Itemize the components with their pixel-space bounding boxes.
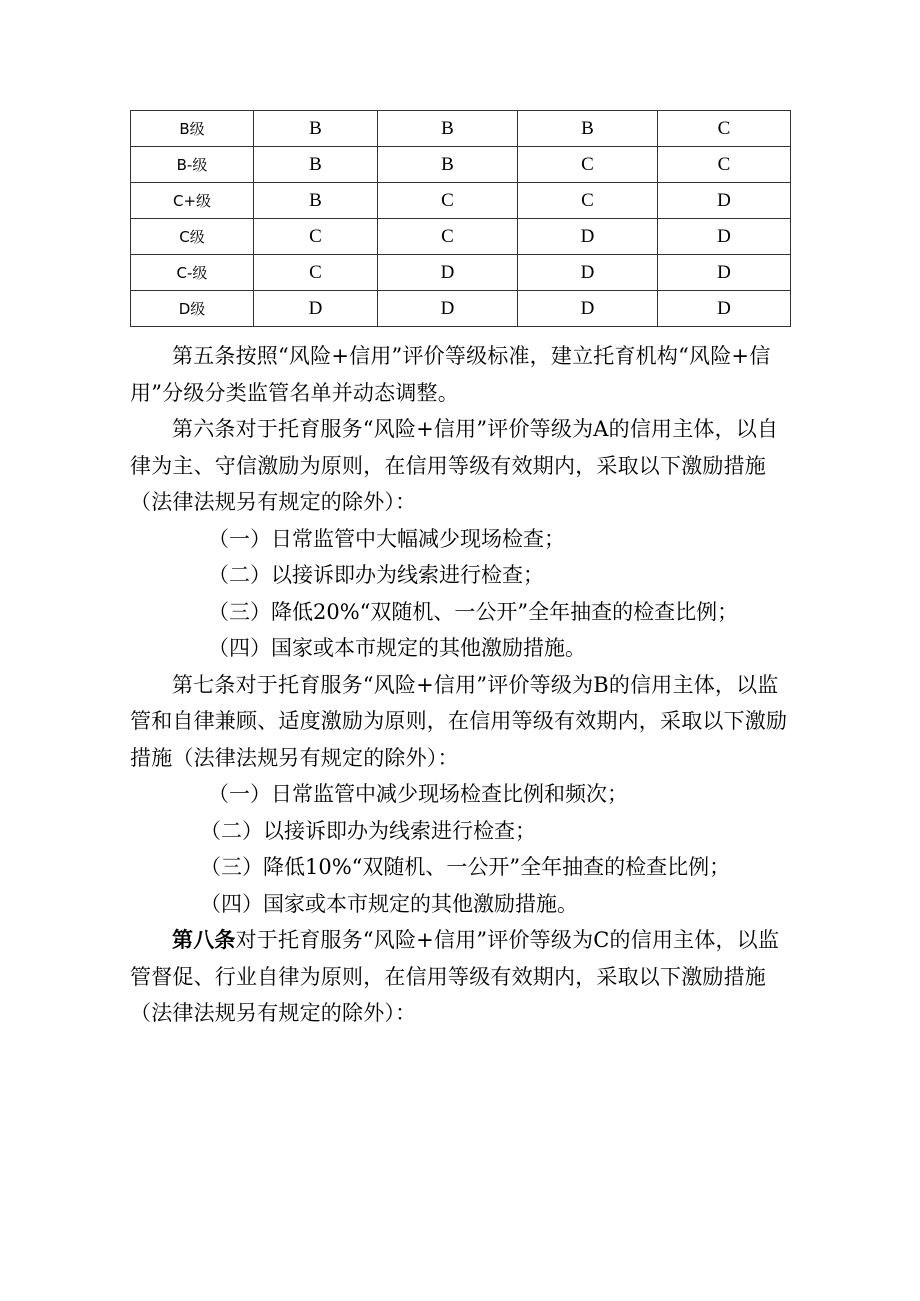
article-5-paragraph: 第五条按照“风险+信用”评价等级标准，建立托育机构“风险+信用”分级分类监管名单并动态调整。 <box>130 344 771 405</box>
table-cell: D <box>378 255 518 291</box>
table-cell: D <box>658 291 791 327</box>
document-body <box>130 338 796 1032</box>
table-cell: C <box>518 183 658 219</box>
table-cell: C <box>254 255 378 291</box>
table-cell: C <box>658 147 791 183</box>
article-7-item-2: （二）以接诉即办为线索进行检查； <box>200 818 536 843</box>
grade-level-cell: C+级 <box>131 183 254 219</box>
table-row <box>131 219 791 255</box>
article-6-item-2: （二）以接诉即办为线索进行检查； <box>208 563 544 587</box>
article-7-paragraph: 第七条对于托育服务“风险+信用”评价等级为B的信用主体，以监管和自律兼顾、适度激励为原则，在信用等级有效期内，采取以下激励措施（法律法规另有规定的除外）： <box>130 672 788 770</box>
table-cell: C <box>518 147 658 183</box>
grade-level-cell: C级 <box>131 219 254 255</box>
table-cell: D <box>254 291 378 327</box>
grade-level-cell: B-级 <box>131 147 254 183</box>
article-6-item-3: （三）降低20%“双随机、一公开”全年抽查的检查比例； <box>208 599 739 624</box>
article-6-item-4: （四）国家或本市规定的其他激励措施。 <box>208 636 586 660</box>
table-cell: B <box>378 147 518 183</box>
table-row <box>131 147 791 183</box>
table-cell: B <box>254 111 378 147</box>
table-cell: D <box>518 291 658 327</box>
table-cell: D <box>518 255 658 291</box>
table-row <box>131 111 791 147</box>
table-cell: D <box>658 183 791 219</box>
article-8-heading: 第八条 <box>172 928 236 952</box>
table-cell: B <box>518 111 658 147</box>
article-7-item-3: （三）降低10%“双随机、一公开”全年抽查的检查比例； <box>200 855 731 879</box>
table-cell: C <box>378 183 518 219</box>
grade-level-cell: B级 <box>131 111 254 147</box>
article-8-text: 对于托育服务“风险+信用”评价等级为C的信用主体，以监管督促、行业自律为原则，在信用等级有效期内，采取以下激励措施（法律法规另有规定的除外）： <box>130 928 780 1025</box>
table-row <box>131 255 791 291</box>
table-cell: C <box>378 219 518 255</box>
table-cell: D <box>658 219 791 255</box>
grade-table <box>130 110 791 327</box>
table-cell: B <box>378 111 518 147</box>
table-cell: B <box>254 183 378 219</box>
table-cell: D <box>378 291 518 327</box>
table-row <box>131 183 791 219</box>
grade-level-cell: D级 <box>131 291 254 327</box>
table-cell: D <box>518 219 658 255</box>
table-cell: C <box>658 111 791 147</box>
table-row <box>131 291 791 327</box>
article-6-paragraph: 第六条对于托育服务“风险+信用”评价等级为A的信用主体，以自律为主、守信激励为原则，在信用等级有效期内，采取以下激励措施（法律法规另有规定的除外）： <box>130 417 779 514</box>
grade-level-cell: C-级 <box>131 255 254 291</box>
article-8-paragraph <box>130 922 796 1032</box>
table-cell: C <box>254 219 378 255</box>
article-6-item-1: （一）日常监管中大幅减少现场检查； <box>208 526 565 551</box>
article-7-item-4: （四）国家或本市规定的其他激励措施。 <box>200 891 578 916</box>
table-cell: D <box>658 255 791 291</box>
table-cell: B <box>254 147 378 183</box>
article-7-item-1: （一）日常监管中减少现场检查比例和频次； <box>208 782 628 806</box>
